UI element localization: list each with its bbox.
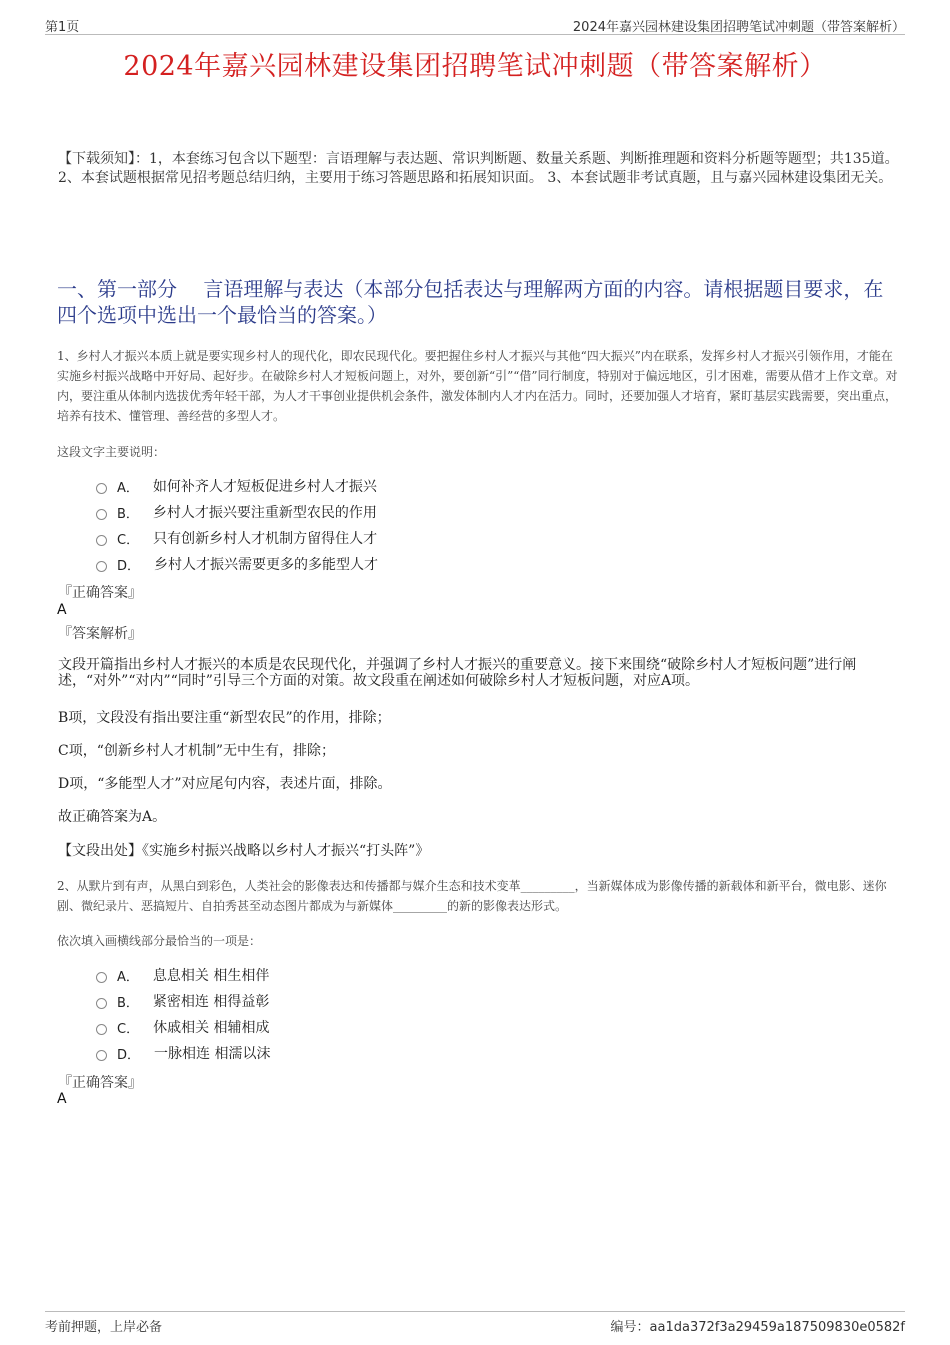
analysis-paragraph: D项，“多能型人才”对应尾句内容，表述片面，排除。 — [58, 776, 392, 792]
question-2-options — [96, 962, 270, 1066]
radio-icon[interactable] — [96, 561, 107, 572]
analysis-conclusion: 故正确答案为A。 — [58, 809, 167, 825]
option-a[interactable]: A． 息息相关 相生相伴 — [96, 962, 270, 988]
option-b[interactable]: B． 乡村人才振兴要注重新型农民的作用 — [96, 499, 378, 525]
radio-icon[interactable] — [96, 998, 107, 1009]
header-doc-title: 2024年嘉兴园林建设集团招聘笔试冲刺题（带答案解析） — [572, 20, 905, 35]
page-footer — [45, 1311, 905, 1334]
footer-slogan: 考前押题，上岸必备 — [45, 1320, 163, 1335]
radio-icon[interactable] — [96, 1024, 107, 1035]
analysis-paragraph: B项，文段没有指出要注重“新型农民”的作用，排除； — [58, 710, 391, 726]
question-1-prompt: 这段文字主要说明： — [57, 445, 166, 459]
option-a[interactable]: A． 如何补齐人才短板促进乡村人才振兴 — [96, 473, 378, 499]
option-d[interactable]: D． 一脉相连 相濡以沫 — [96, 1040, 270, 1066]
correct-answer-label: 『正确答案』 — [58, 1075, 142, 1091]
question-1-text: 1、乡村人才振兴本质上就是要实现乡村人的现代化，即农民现代化。要把握住乡村人才振兴与其他“四大振兴”内在联系，发挥乡村人才振兴引领作用，才能在实施乡村振兴战略中开好局、起好步。在破除乡村人才短板问题上，对外，要创新“引”“借”同行制度，特别对于偏远地区，引才困难，需要从借才上作文章。对内，要注重从体制内选拔优秀年轻干部，为人才干事创业提供机会条件，激发体制内人才内在活力。同时，还要加强人才培育，紧盯基层实践需要，突出重点，培养有技术、懂管理、善经营的多型人才。 — [57, 349, 898, 423]
correct-answer-label: 『正确答案』 — [58, 585, 142, 601]
radio-icon[interactable] — [96, 509, 107, 520]
analysis-paragraph: 文段开篇指出乡村人才振兴的本质是农民现代化，并强调了乡村人才振兴的重要意义。接下来围绕“破除乡村人才短板问题”进行阐述，“对外”“对内”“同时”引导三个方面的对策。故文段重在阐述如何破除乡村人才短板问题，对应A项。 — [58, 657, 857, 689]
download-notice: 【下载须知】：1，本套练习包含以下题型：言语理解与表达题、常识判断题、数量关系题、判断推理题和资料分析题等题型；共135道。 2、本套试题根据常见招考题总结归纳，主要用于练习答题思路和拓展知识面。 3、本套试题非考试真题，且与嘉兴园林建设集团无关。 — [58, 151, 899, 186]
question-1-options — [96, 473, 378, 577]
option-d[interactable]: D． 乡村人才振兴需要更多的多能型人才 — [96, 551, 378, 577]
section-heading: 一、第一部分 言语理解与表达（本部分包括表达与理解两方面的内容。请根据题目要求，在四个选项中选出一个最恰当的答案。） — [57, 277, 884, 327]
correct-answer: A — [57, 1091, 67, 1107]
page-number: 第1页 — [45, 20, 80, 35]
question-2-prompt: 依次填入画横线部分最恰当的一项是： — [57, 934, 262, 948]
document-id: 编号：aa1da372f3a29459a187509830e0582f — [610, 1320, 905, 1335]
radio-icon[interactable] — [96, 483, 107, 494]
page-header — [45, 14, 905, 35]
question-2-text: 2、从默片到有声，从黑白到彩色，人类社会的影像表达和传播都与媒介生态和技术变革_________，当新媒体成为影像传播的新载体和新平台，微电影、迷你剧、微纪录片、恶搞短片、自拍秀甚至动态图片都成为与新媒体_________的新的影像表达形式。 — [57, 879, 887, 913]
page-title: 2024年嘉兴园林建设集团招聘笔试冲刺题（带答案解析） — [123, 51, 827, 82]
option-c[interactable]: C． 休戚相关 相辅相成 — [96, 1014, 270, 1040]
option-c[interactable]: C． 只有创新乡村人才机制方留得住人才 — [96, 525, 378, 551]
radio-icon[interactable] — [96, 535, 107, 546]
option-b[interactable]: B． 紧密相连 相得益彰 — [96, 988, 270, 1014]
correct-answer: A — [57, 602, 67, 618]
analysis-paragraph: C项，“创新乡村人才机制”无中生有，排除； — [58, 743, 336, 759]
radio-icon[interactable] — [96, 972, 107, 983]
radio-icon[interactable] — [96, 1050, 107, 1061]
analysis-label: 『答案解析』 — [58, 626, 142, 642]
source-citation: 【文段出处】《实施乡村振兴战略以乡村人才振兴“打头阵”》 — [58, 843, 430, 859]
